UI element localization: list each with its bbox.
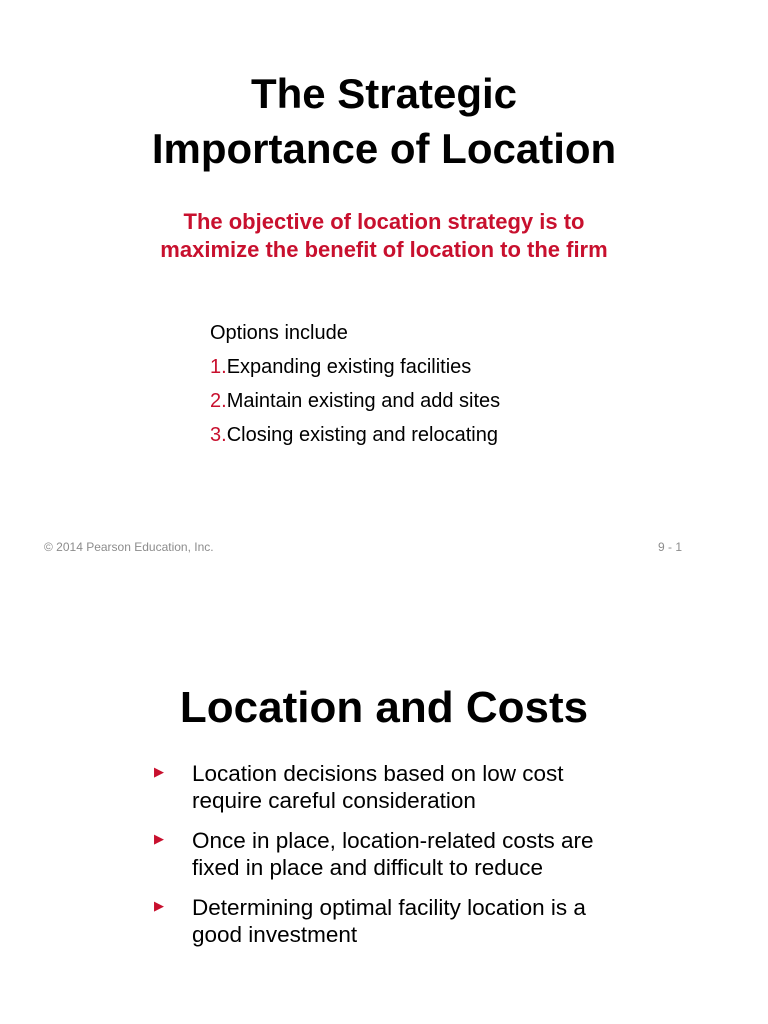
slide-2 [0,580,768,1024]
option-text: Closing existing and relocating [226,424,498,446]
bullet-arrow-icon: ▶ [154,831,164,846]
option-text: Expanding existing facilities [226,356,472,378]
slide-title: Location and Costs [179,683,589,732]
option-item [210,418,650,452]
option-text: Maintain existing and add sites [226,390,501,412]
bullet-item [150,760,620,814]
bullet-item [150,827,620,881]
option-number: 1. [210,356,227,378]
bullet-list [150,760,620,961]
bullet-arrow-icon: ▶ [154,764,164,779]
page-number: 9 - 1 [657,540,682,554]
bullet-arrow-icon: ▶ [154,898,164,913]
options-list [210,350,650,452]
footer-copyright: © 2014 Pearson Education, Inc. [44,540,214,554]
option-number: 3. [210,424,227,446]
objective-statement: The objective of location strategy is to maximize the benefit of location to the firm [160,209,608,262]
options-intro: Options include [210,322,348,344]
option-item [210,350,650,384]
bullet-text: Once in place, location-related costs are fixed in place and difficult to reduce [192,828,594,880]
bullet-text: Determining optimal facility location is a good investment [192,895,586,947]
options-block [210,316,650,452]
slide-title: The Strategic Importance of Location [151,70,617,172]
option-number: 2. [210,390,227,412]
bullet-text: Location decisions based on low cost require careful consideration [192,761,564,813]
bullet-item [150,894,620,948]
option-item [210,384,650,418]
